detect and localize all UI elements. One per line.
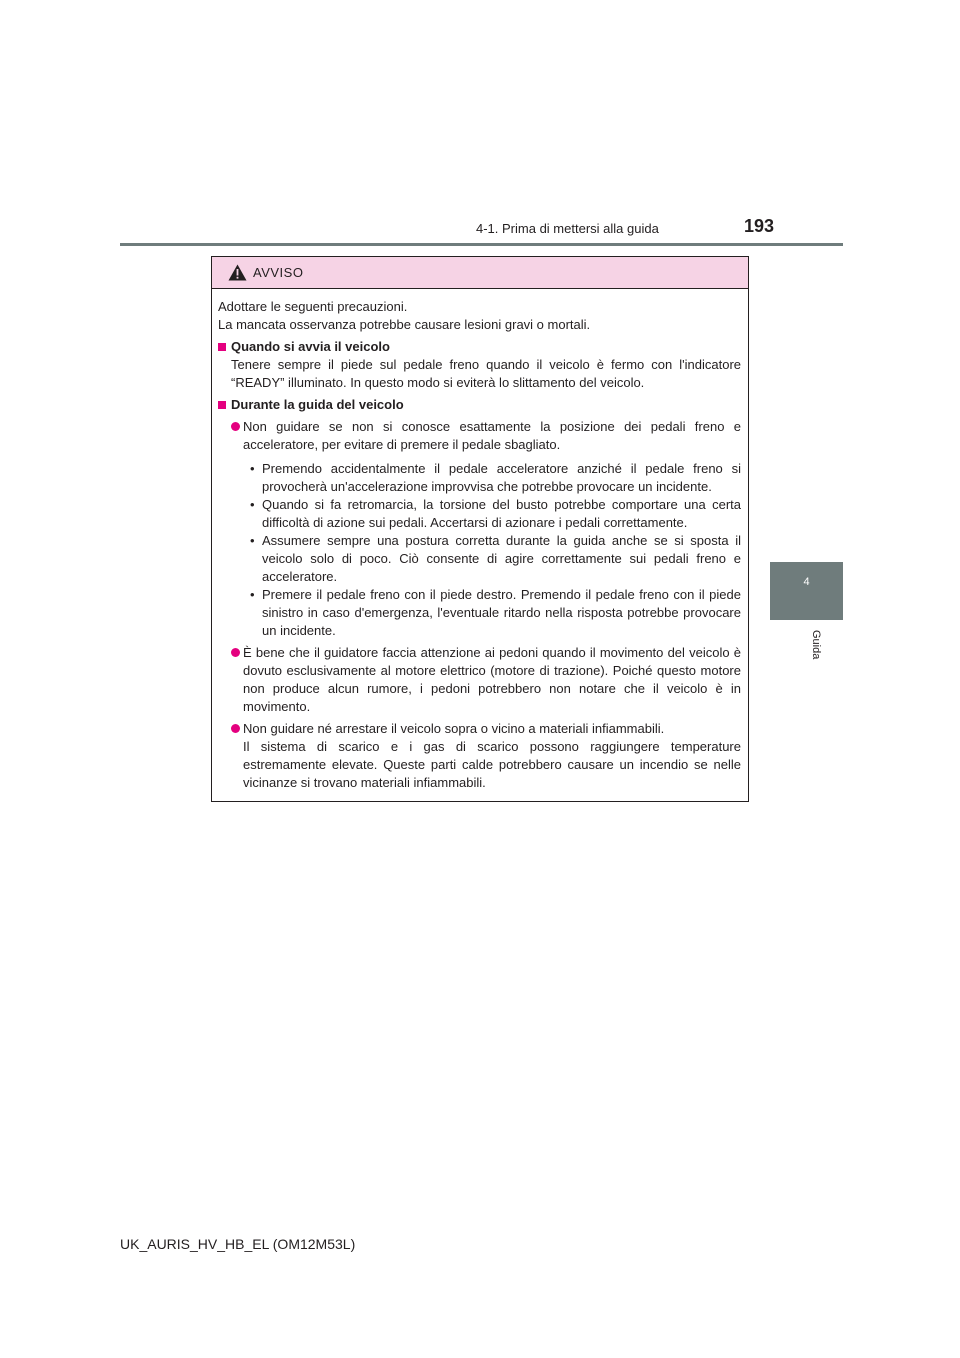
- sub-bullet-icon: •: [250, 461, 255, 476]
- subheading-text: Durante la guida del veicolo: [231, 397, 404, 412]
- paragraph: Tenere sempre il piede sul pedale freno quando il veicolo è fermo con l'indicatore “READY” illuminato. In questo modo si eviterà lo slittamento del veicolo.: [231, 357, 741, 390]
- warning-body: [212, 289, 748, 792]
- header-rule: [120, 243, 843, 246]
- circle-bullet-icon: [231, 724, 240, 733]
- sub-item: [218, 496, 741, 532]
- footer-model-code: UK_AURIS_HV_HB_EL (OM12M53L): [120, 1236, 356, 1252]
- bullet-item: [218, 720, 741, 738]
- bullet-item: [218, 644, 741, 716]
- subheading-driving: [218, 396, 741, 414]
- circle-bullet-icon: [231, 648, 240, 657]
- warning-header: [212, 257, 748, 289]
- bullet-item: [218, 418, 741, 454]
- bullet-text: È bene che il guidatore faccia attenzione ai pedoni quando il movimento del veicolo è dovuto esclusivamente al motore elettrico (motore di trazione). Poiché questo motore non produce alcun rumore, i pedoni potrebbero non notare che il veicolo è in movimento.: [243, 645, 741, 714]
- sub-bullet-icon: •: [250, 497, 255, 512]
- bullet-text: Non guidare né arrestare il veicolo sopra o vicino a materiali infiammabili.: [243, 721, 665, 736]
- square-bullet-icon: [218, 401, 226, 409]
- bullet-continuation: Il sistema di scarico e i gas di scarico possono raggiungere temperature estremamente elevate. Queste parti calde potrebbero causare un incendio se nelle vicinanze si trovano materiali infiammabili.: [243, 739, 741, 790]
- subheading-text: Quando si avvia il veicolo: [231, 339, 390, 354]
- page-number: 193: [744, 216, 775, 236]
- sub-item-text: Assumere sempre una postura corretta durante la guida anche se si sposta il veicolo solo di poco. Ciò consente di agire correttamente sui pedali freno e acceleratore.: [262, 533, 741, 584]
- sub-item: [218, 532, 741, 586]
- sub-item-text: Premere il pedale freno con il piede destro. Premendo il pedale freno con il piede sinistro in caso d'emergenza, l'eventuale ritardo nella risposta potrebbe provocare un incidente.: [262, 587, 741, 638]
- square-bullet-icon: [218, 343, 226, 351]
- warning-title: AVVISO: [253, 265, 304, 280]
- chapter-label: Guida: [810, 630, 822, 660]
- sub-bullet-icon: •: [250, 533, 255, 548]
- sub-item: [218, 460, 741, 496]
- sub-item-text: Premendo accidentalmente il pedale acceleratore anziché il pedale freno si provocherà un'accelerazione improvvisa che potrebbe provocare un incidente.: [262, 461, 741, 494]
- sub-item: [218, 586, 741, 640]
- warning-box: [211, 256, 749, 802]
- sub-item-text: Quando si fa retromarcia, la torsione del busto potrebbe comportare una certa difficoltà di azione sui pedali. Accertarsi di azionare i pedali correttamente.: [262, 497, 741, 530]
- bullet-text: Non guidare se non si conosce esattamente la posizione dei pedali freno e acceleratore, per evitare di premere il pedale sbagliato.: [243, 419, 741, 452]
- circle-bullet-icon: [231, 422, 240, 431]
- warning-triangle-icon: [228, 264, 247, 281]
- intro-line: La mancata osservanza potrebbe causare lesioni gravi o mortali.: [218, 317, 591, 332]
- chapter-tab: [770, 562, 843, 620]
- chapter-number: 4: [803, 576, 810, 588]
- intro-line: Adottare le seguenti precauzioni.: [218, 299, 408, 314]
- section-title: 4-1. Prima di mettersi alla guida: [476, 221, 659, 236]
- subheading-starting: [218, 338, 741, 356]
- sub-bullet-icon: •: [250, 587, 255, 602]
